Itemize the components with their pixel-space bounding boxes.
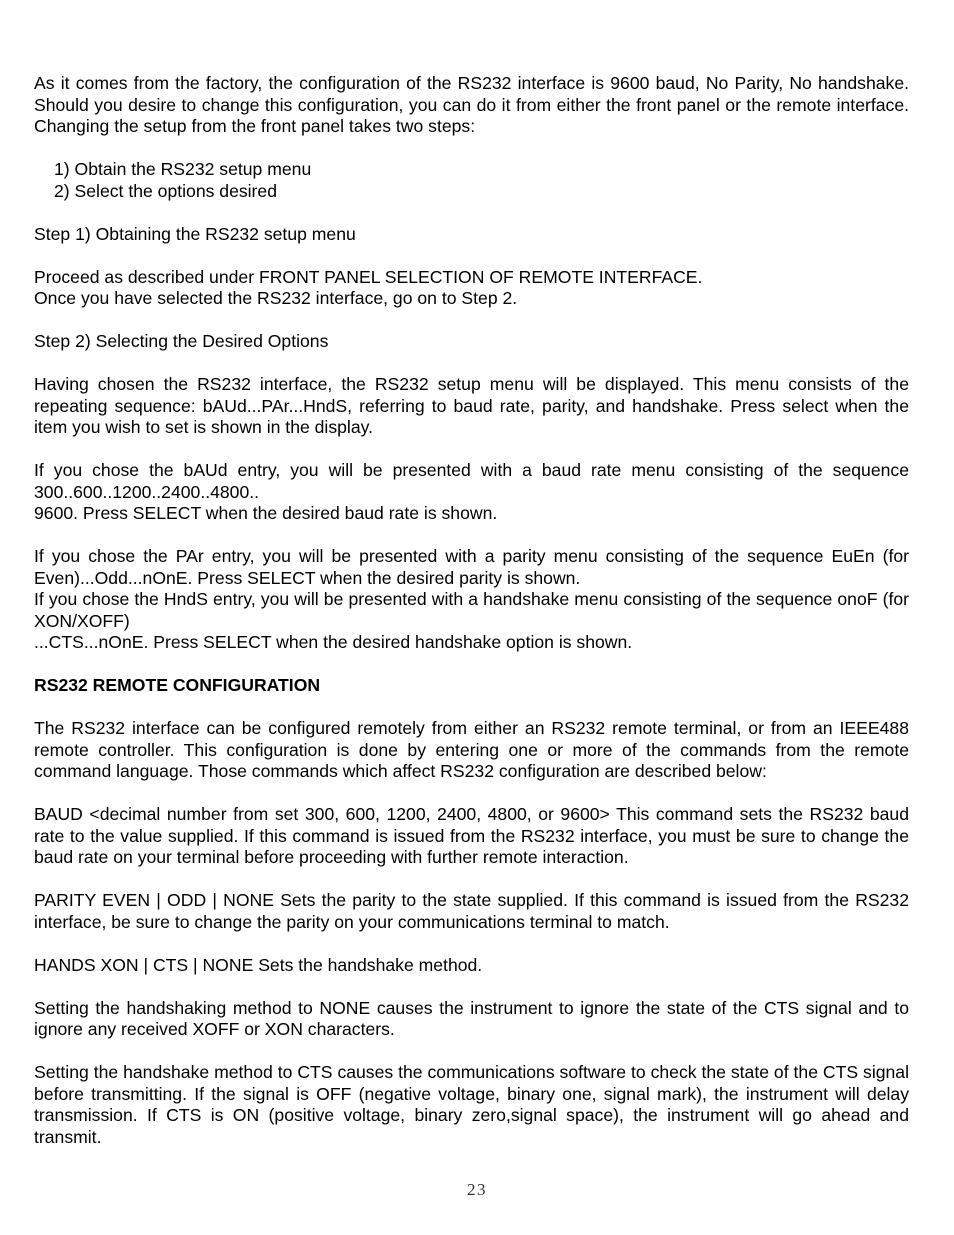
cts-handshake-paragraph: Setting the handshake method to CTS causes the communications software to check the state of the CTS signal before transmitting. If the signal is OFF (negative voltage, binary one, signal mark), the instrument will delay transmission. If CTS is ON (positive voltage, binary zero,signal space), the instrument will go ahead and transmit.: [34, 1062, 909, 1147]
page-number: 23: [467, 1180, 487, 1199]
document-page: [34, 73, 909, 1170]
baud-menu-line: 9600. Press SELECT when the desired baud rate is shown.: [34, 503, 498, 523]
hands-command-paragraph: HANDS XON | CTS | NONE Sets the handshake method.: [34, 954, 483, 975]
step2-title: Step 2) Selecting the Desired Options: [34, 331, 329, 351]
step2-paragraph: Having chosen the RS232 interface, the RS232 setup menu will be displayed. This menu consists of the repeating sequence: bAUd...PAr...HndS, referring to baud rate, parity, and handshake. Press select when the item you wish to set is shown in the display.: [34, 374, 909, 437]
list-item: 1) Obtain the RS232 setup menu: [54, 159, 312, 179]
setup-steps-list: [34, 159, 909, 202]
step1-line: Once you have selected the RS232 interface, go on to Step 2.: [34, 288, 518, 308]
step1-title: Step 1) Obtaining the RS232 setup menu: [34, 223, 356, 244]
step1-body: [34, 267, 909, 310]
remote-config-heading: RS232 REMOTE CONFIGURATION: [34, 675, 321, 695]
parity-menu-paragraph: If you chose the PAr entry, you will be presented with a parity menu consisting of the sequence EuEn (for Even)...Odd...nOnE. Press SELECT when the desired parity is shown.: [34, 546, 909, 588]
baud-menu-paragraph: [34, 460, 909, 525]
handshake-menu-line: ...CTS...nOnE. Press SELECT when the desired handshake option is shown.: [34, 632, 633, 652]
baud-menu-text: If you chose the bAUd entry, you will be presented with a baud rate menu consisting of the sequence 300..600..1200..2400..4800..: [34, 460, 909, 502]
intro-paragraph: As it comes from the factory, the configuration of the RS232 interface is 9600 baud, No Parity, No handshake. Should you desire to change this configuration, you can do it from either the front panel or the remote interface. Changing the setup from the front panel takes two steps:: [34, 73, 909, 136]
baud-command-paragraph: BAUD <decimal number from set 300, 600, 1200, 2400, 4800, or 9600> This command sets the RS232 baud rate to the value supplied. If this command is issued from the RS232 interface, you must be sure to change the baud rate on your terminal before proceeding with further remote interaction.: [34, 804, 909, 867]
parity-handshake-block: [34, 546, 909, 654]
parity-command-paragraph: PARITY EVEN | ODD | NONE Sets the parity to the state supplied. If this command is issued from the RS232 interface, be sure to change the parity on your communications terminal to match.: [34, 890, 909, 932]
handshake-menu-paragraph: If you chose the HndS entry, you will be presented with a handshake menu consisting of the sequence onoF (for XON/XOFF): [34, 589, 909, 631]
none-handshake-paragraph: Setting the handshaking method to NONE causes the instrument to ignore the state of the CTS signal and to ignore any received XOFF or XON characters.: [34, 997, 909, 1039]
remote-config-paragraph: The RS232 interface can be configured remotely from either an RS232 remote terminal, or from an IEEE488 remote controller. This configuration is done by entering one or more of the commands from the remote command language. Those commands which affect RS232 configuration are described below:: [34, 718, 909, 781]
list-item: 2) Select the options desired: [54, 180, 277, 201]
step1-line: Proceed as described under FRONT PANEL SELECTION OF REMOTE INTERFACE.: [34, 266, 703, 287]
